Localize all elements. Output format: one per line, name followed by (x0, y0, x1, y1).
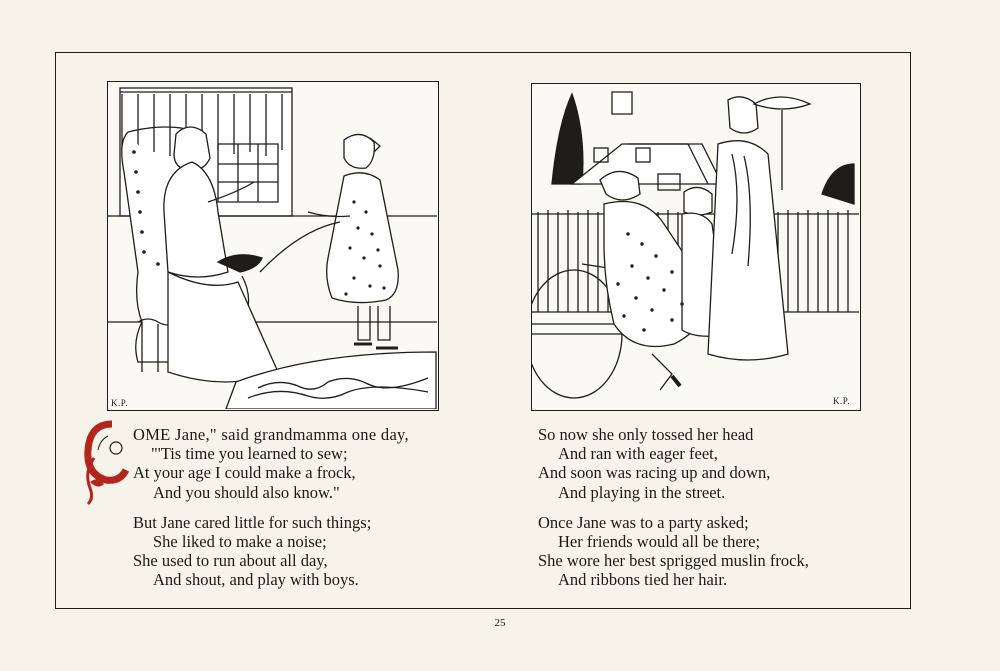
street-scene-drawing (532, 84, 859, 409)
signature-right: K.P. (833, 396, 851, 406)
verse-line: And shout, and play with boys. (153, 570, 359, 590)
verse-line: So now she only tossed her head (538, 425, 754, 444)
verse-line: "'Tis time you learned to sew; (151, 444, 348, 464)
stanza-gap (133, 502, 409, 513)
sewing-scene-drawing (108, 82, 437, 409)
verse-line: And ribbons tied her hair. (558, 570, 728, 590)
verse-line: She used to run about all day, (133, 551, 328, 571)
verse-line: But Jane cared little for such things; (133, 512, 372, 532)
verse-line: She wore her best sprigged muslin frock, (538, 551, 809, 571)
right-verse (538, 425, 809, 590)
verse-line: She liked to make a noise; (153, 532, 327, 552)
verse-line: And soon was racing up and down, (538, 463, 771, 483)
illustration-grandmother-and-jane (107, 81, 439, 411)
page-number: 25 (494, 617, 506, 629)
verse-line: And ran with eager feet, (558, 444, 718, 464)
signature-left: K.P. (111, 398, 129, 408)
verse-line: At your age I could make a frock, (133, 463, 356, 483)
decorative-dropcap-c (82, 418, 132, 506)
illustration-jane-playing-street (531, 83, 861, 411)
verse-line: OME Jane," said grandmamma one day, (133, 425, 409, 444)
stanza-gap (538, 502, 809, 513)
verse-line: And you should also know." (153, 482, 340, 502)
verse-line: Once Jane was to a party asked; (538, 512, 749, 532)
left-verse (133, 425, 409, 590)
verse-line: And playing in the street. (558, 482, 726, 502)
verse-line: Her friends would all be there; (558, 532, 761, 552)
